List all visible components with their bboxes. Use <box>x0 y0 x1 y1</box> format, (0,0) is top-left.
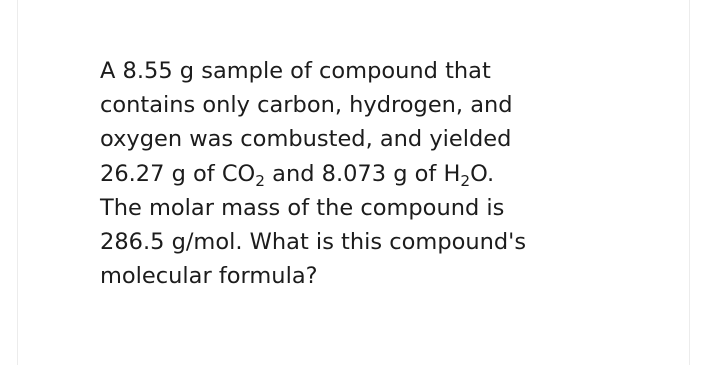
question-line-4 <box>100 157 680 191</box>
question-line-7: molecular formula? <box>100 263 318 290</box>
co2-subscript: 2 <box>255 171 265 190</box>
co2-mass-text: 26.27 g of CO <box>100 160 256 187</box>
question-line-3: oxygen was combusted, and yielded <box>100 126 512 153</box>
h2o-subscript: 2 <box>460 171 471 190</box>
h2o-suffix: O. <box>470 160 495 187</box>
h2o-mass-text: and 8.073 g of H <box>265 160 461 187</box>
question-text <box>100 54 680 293</box>
question-line-5: The molar mass of the compound is <box>100 194 505 221</box>
question-line-1: A 8.55 g sample of compound that <box>100 58 491 84</box>
question-line-2: contains only carbon, hydrogen, and <box>100 92 513 119</box>
question-line-6: 286.5 g/mol. What is this compound's <box>100 229 527 256</box>
